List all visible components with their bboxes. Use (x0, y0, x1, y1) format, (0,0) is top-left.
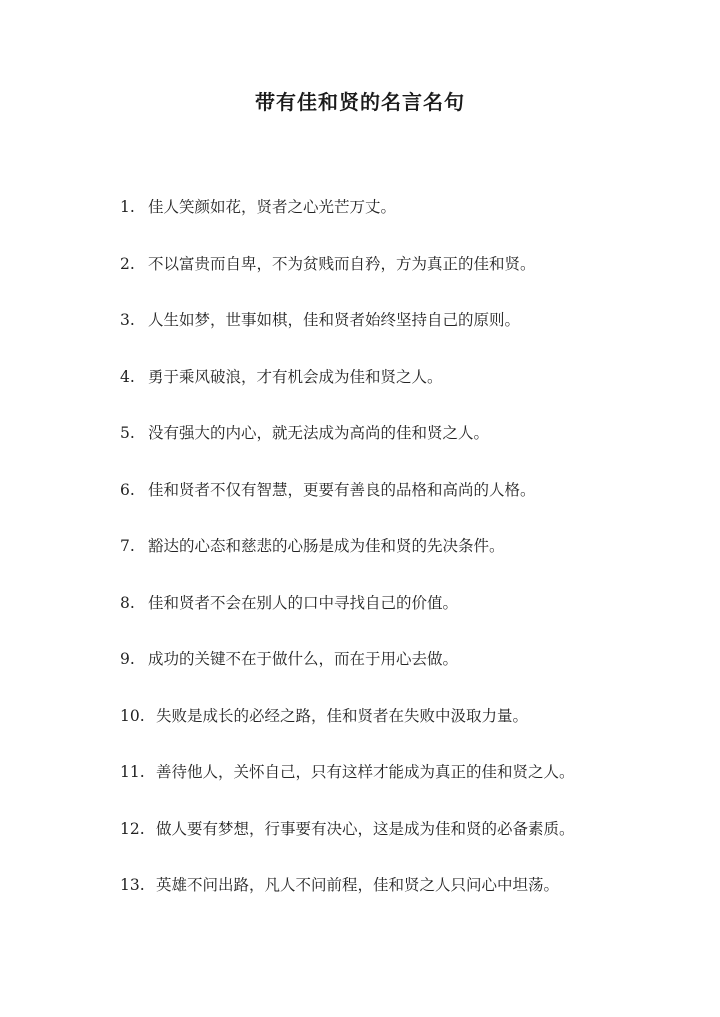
quote-text: 人生如梦，世事如棋，佳和贤者始终坚持自己的原则。 (148, 311, 521, 329)
quote-text: 成功的关键不在于做什么，而在于用心去做。 (148, 650, 459, 668)
quote-number: 2. (120, 254, 135, 273)
quote-text: 不以富贵而自卑，不为贫贱而自矜，方为真正的佳和贤。 (148, 254, 536, 273)
quote-text: 佳人笑颜如花，贤者之心光芒万丈。 (148, 198, 397, 216)
quote-number: 7. (120, 537, 135, 555)
quote-text: 没有强大的内心，就无法成为高尚的佳和贤之人。 (148, 424, 490, 442)
quote-text: 失败是成长的必经之路，佳和贤者在失败中汲取力量。 (156, 706, 529, 725)
quote-number: 11. (120, 763, 145, 781)
quote-text: 佳和贤者不会在别人的口中寻找自己的价值。 (148, 593, 459, 612)
quote-item (120, 817, 660, 874)
quote-number: 13. (120, 876, 145, 894)
quote-text: 豁达的心态和慈悲的心肠是成为佳和贤的先决条件。 (148, 537, 505, 555)
quote-text: 勇于乘风破浪，才有机会成为佳和贤之人。 (148, 367, 443, 386)
quote-list (120, 195, 660, 930)
quote-number: 6. (120, 480, 135, 499)
quote-item (120, 195, 660, 252)
quote-item (120, 308, 660, 365)
quote-item (120, 704, 660, 761)
quote-number: 5. (120, 424, 135, 442)
document-title: 带有佳和贤的名言名句 (255, 90, 465, 114)
quote-item (120, 478, 660, 535)
quote-item (120, 647, 660, 704)
quote-text: 佳和贤者不仅有智慧，更要有善良的品格和高尚的人格。 (148, 480, 536, 499)
quote-item (120, 760, 660, 817)
quote-item (120, 252, 660, 309)
quote-number: 1. (120, 198, 135, 216)
quote-number: 9. (120, 650, 135, 668)
quote-number: 4. (120, 367, 135, 386)
quote-number: 3. (120, 311, 135, 329)
quote-item (120, 873, 660, 930)
quote-item (120, 421, 660, 478)
quote-text: 英雄不问出路，凡人不问前程，佳和贤之人只问心中坦荡。 (156, 876, 560, 894)
quote-item (120, 365, 660, 422)
quote-text: 善待他人，关怀自己，只有这样才能成为真正的佳和贤之人。 (156, 763, 575, 781)
quote-text: 做人要有梦想，行事要有决心，这是成为佳和贤的必备素质。 (156, 819, 575, 838)
quote-number: 12. (120, 819, 145, 838)
quote-item (120, 534, 660, 591)
quote-item (120, 591, 660, 648)
quote-number: 8. (120, 593, 135, 612)
quote-number: 10. (120, 706, 145, 725)
